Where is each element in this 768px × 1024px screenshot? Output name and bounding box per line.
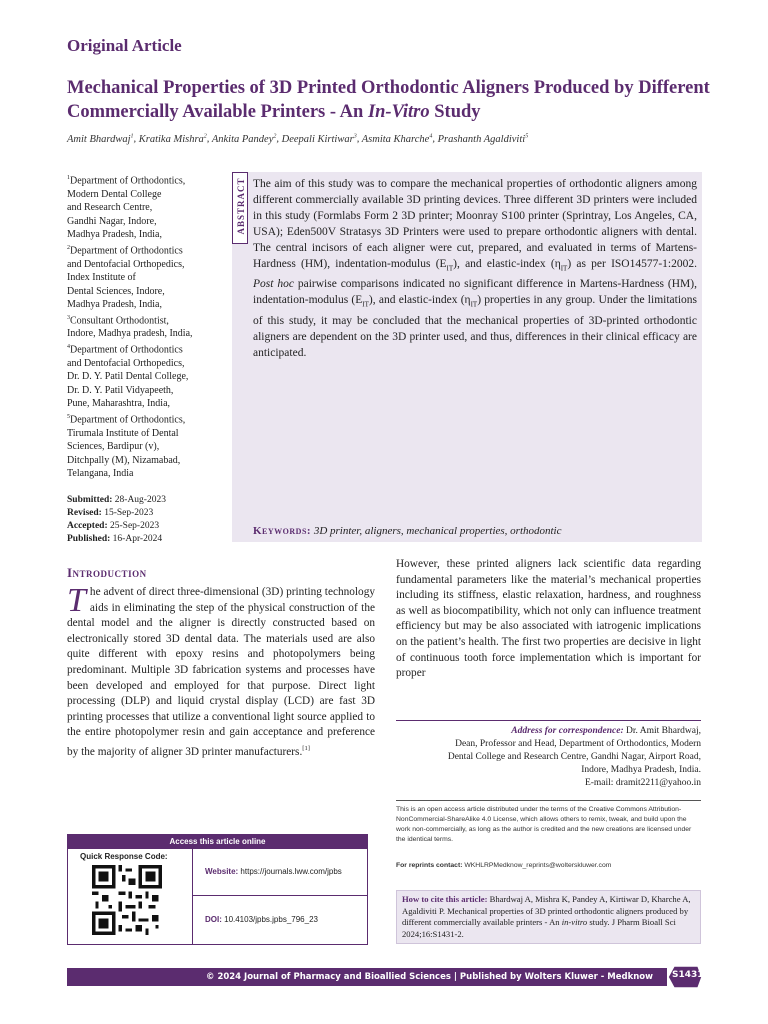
reprints-contact: For reprints contact: WKHLRPMedknow_reprints@wolterskluwer.com [396,862,612,869]
affiliations [67,172,232,481]
license-notice: This is an open access article distributed under the terms of the Creative Commons Attribution-NonCommercial-ShareAlike 4.0 License, which allows others to remix, tweak, and build upon the work non-commercially, as long as the author is credited and the new creations are licensed under the identical terms. [396,800,701,845]
keywords-list: 3D printer, aligners, mechanical properties, orthodontic [313,525,562,537]
website-cell: Website: https://journals.lww.com/jpbs [193,849,367,896]
affiliation-item: $^3$Consultant Orthodontist, Indore, Madhya pradesh, India, [67,314,193,340]
footer-bar: © 2024 Journal of Pharmacy and Bioallied Sciences | Published by Wolters Kluwer - Medknow [67,968,667,986]
published-date: Published: 16-Apr-2024 [67,534,163,544]
keywords-label: Keywords: [253,525,312,537]
keywords-line [253,525,697,537]
correspondence-label: Address for correspondence: [511,726,624,736]
correspondence-line: Dental College and Research Centre, Gandhi Nagar, Airport Road, [447,752,701,762]
abstract-side-tab [232,172,248,244]
page-number: S1431 [672,970,704,980]
author-name: Prashanth Agaldiviti$^5$ [437,133,529,145]
author-name: Deepali Kirtiwar$^3$ [281,133,357,145]
article-title: Mechanical Properties of 3D Printed Orthodontic Aligners Produced by Different Commercially Available Printers - An In-Vitro Study [67,78,710,122]
author-list: Amit Bhardwaj$^1$, Kratika Mishra$^2$, Ankita Pandey$^2$, Deepali Kirtiwar$^3$, Asmita Kharche$^4$, Prashanth Agaldiviti$^5$ [67,133,529,145]
introduction-heading: Introduction [67,565,147,580]
affiliation-item: $^4$Department of Orthodontics and Dentofacial Orthopedics, Dr. D. Y. Patil Dental College, Dr. D. Y. Patil Vidyapeeth, Pune, Maharashtra, India, [67,343,189,410]
abstract-text: The aim of this study was to compare the mechanical properties of orthodontic aligners among different commercially available 3D printing devices. Three different 3D printers were included in this study (Formlabs Form 2 3D printer; Moonray S100 printer (Sprintray, Los Angeles, CA, USA); Eden500V Stratasys 3D Printers were used to prepare orthodontic aligners with dental. The central incisors of each aligner were cut, prepared, and evaluated in terms of Martens-Hardness (HM), indentation-modulus $(E_{IT})$, and elastic-index $(\eta_{IT})$ as per ISO14577-1:2002. Post hoc pairwise comparisons indicated no significant difference in Martens-Hardness (HM), indentation-modulus $(E_{IT})$, and elastic-index $(\eta_{IT})$ properties in any group. Under the limitations of this study, it may be concluded that the mechanical properties of 3D-printed orthodontic aligners are dependent on the 3D printer used, and thus, differences in their clinical efficacy are anticipated. [253,178,697,359]
affiliation-item: $^2$Department of Orthodontics and Dentofacial Orthopedics, Index Institute of Dental Sciences, Indore, Madhya Pradesh, India, [67,244,185,311]
doi-link[interactable]: 10.4103/jpbs.jpbs_796_23 [221,915,318,924]
access-header: Access this article online [68,835,367,849]
author-name: Ankita Pandey$^2$ [211,133,277,145]
introduction-left-column: The advent of direct three-dimensional (3D) printing technology aids in eliminating the step of the physical construction of the dental model and the aligner is directly constructed based on electronically stored 3D dental data. The materials used are also quite different with epoxy resins and photopolymers being predominant. Multiple 3D fabrication systems and processes have been developed and employed for that purpose. Direct light processing (DLP) and liquid crystal display (LCD) are fast 3D printing processes that utilize a conventional light source applied to the entire photopolymer resin and gain acceptance and preference by the majority of aligner 3D printer manufacturers.[1] [67,582,375,758]
website-link[interactable]: https://journals.lww.com/jpbs [238,867,342,876]
affiliation-item: $^1$Department of Orthodontics, Modern Dental College and Research Centre, Gandhi Nagar, Indore, Madhya Pradesh, India, [67,175,186,241]
qr-code-icon[interactable] [92,865,162,935]
drop-cap: T [67,582,86,619]
submitted-date: Submitted: 28-Aug-2023 [67,495,166,505]
citation-box: How to cite this article: Bhardwaj A, Mishra K, Pandey A, Kirtiwar D, Kharche A, Agaldiviti P. Mechanical properties of 3D printed orthodontic aligners produced by different commercially available printers - An in-vitro study. J Pharm Bioall Sci 2024;16:S1431-2. [396,890,701,944]
qr-cell [68,849,193,944]
access-online-box [67,834,368,945]
correspondence-block: Address for correspondence: Dr. Amit Bhardwaj, Dean, Professor and Head, Department of Orthodontics, Modern Dental College and Research Centre, Gandhi Nagar, Airport Road, Indore, Madhya Pradesh, India. E-mail: dramit2211@yahoo.in [396,720,701,790]
page-number-badge [664,964,702,990]
reference-link[interactable]: [1] [302,744,310,752]
introduction-right-column: However, these printed aligners lack scientific data regarding fundamental parameters like the material’s mechanical properties including its stiffness, elastic relaxation, hardness, and roughness as well as biocompatibility, which not only can influence treatment efficiency but may be also associated with iatrogenic implications on the patient’s health. The first two properties are decisive in light of continuous tooth force implementation which is important for proper [396,558,701,680]
doi-cell: DOI: 10.4103/jpbs.jpbs_796_23 [205,915,318,924]
citation-label: How to cite this article: [402,894,488,904]
accepted-date: Accepted: 25-Sep-2023 [67,521,160,531]
author-name: Amit Bhardwaj$^1$ [67,133,134,145]
author-name: Asmita Kharche$^4$ [361,133,433,145]
correspondence-line: Indore, Madhya Pradesh, India. [581,765,701,775]
revised-date: Revised: 15-Sep-2023 [67,508,154,518]
correspondence-line: Dean, Professor and Head, Department of Orthodontics, Modern [455,739,701,749]
affiliation-item: $^5$Department of Orthodontics, Tirumala Institute of Dental Sciences, Bardipur (v), Ditchpally (M), Nizamabad, Telangana, India [67,413,186,480]
correspondence-line: E-mail: dramit2211@yahoo.in [584,778,701,788]
reprints-email[interactable]: WKHLRPMedknow_reprints@wolterskluwer.com [462,862,612,869]
author-name: Kratika Mishra$^2$ [138,133,207,145]
qr-label: Quick Response Code: [80,852,168,861]
article-type-label: Original Article [67,36,182,55]
article-dates [67,494,232,546]
abstract-side-label: ABSTRACT [236,177,246,235]
